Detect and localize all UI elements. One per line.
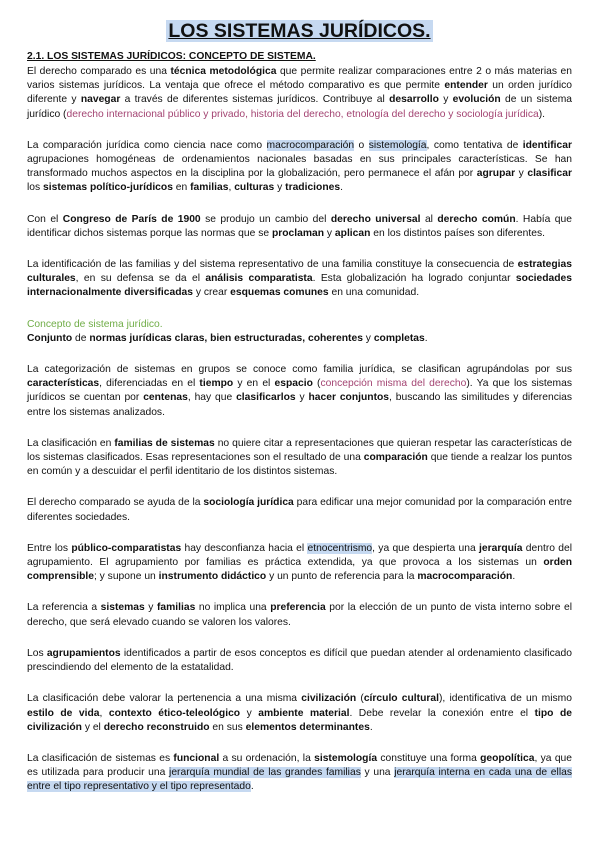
paragraph-3: Con el Congreso de París de 1900 se produjo un cambio del derecho universal al derecho común. Había que identificar dichos sistemas porque las normas que se proclaman y aplican en los distintos países son diferentes. <box>27 213 572 239</box>
highlighted-term: macrocomparación <box>266 139 355 151</box>
highlighted-term: sistemología <box>368 139 427 151</box>
paragraph-10: La referencia a sistemas y familias no implica una preferencia por la elección de un punto de vista interno sobre el derecho, que será elevado cuando se valoren los valores. <box>27 602 572 628</box>
paragraph-9: Entre los público-comparatistas hay desconfianza hacia el etnocentrismo, ya que despierta una jerarquía dentro del agrupamiento. El agrupamiento por familias es práctica extendida, ya que provoca a los sistemas un orden comprensible; y supone un instrumento didáctico y un punto de referencia para la macrocomparación. <box>27 542 573 583</box>
document-page <box>27 20 572 795</box>
page-title <box>27 20 572 44</box>
paragraph-2: La comparación jurídica como ciencia nace como macrocomparación o sistemología, como tentativa de identificar agrupaciones homogéneas de ordenamientos nacionales basadas en sus principales características. Se han transformado muchos aspectos en la disciplina por la globalización, pero permanece el afán por agrupar y clasificar los sistemas político-jurídicos en familias, culturas y tradiciones. <box>27 139 572 194</box>
paragraph-1: El derecho comparado es una técnica metodológica que permite realizar comparaciones entre 2 o más materias en varios sistemas jurídicos. La ventaja que ofrece el método comparativo es que permite entender un orden jurídico diferente y navegar a través de diferentes sistemas jurídicos. Contribuye al desarrollo y evolución de un sistema jurídico (derecho internacional público y privado, historia del derecho, etnología del derecho y sociología jurídica). <box>27 66 572 120</box>
subsection-heading: Concepto de sistema jurídico. <box>27 318 163 330</box>
paragraph-12: La clasificación debe valorar la pertenencia a una misma civilización (círculo cultural), identificativa de un mismo estilo de vida, contexto ético-teleológico y ambiente material. Debe revelar la conexión entre el tipo de civilización y el derecho reconstruido en sus elementos determinantes. <box>27 693 572 733</box>
highlighted-term: jerarquía interna en cada una de ellas entre el tipo representativo y el tipo representado <box>27 767 572 793</box>
title-text: LOS SISTEMAS JURÍDICOS. <box>168 20 431 42</box>
paragraph-5: Concepto de sistema jurídico. Conjunto de normas jurídicas claras, bien estructuradas, coherentes y completas. <box>27 318 572 346</box>
highlighted-term: jerarquía mundial de las grandes familias <box>169 767 361 779</box>
colored-note: concepción misma del derecho <box>320 378 467 390</box>
paragraph-6: La categorización de sistemas en grupos se conoce como familia jurídica, se clasifican agrupándolas por sus características, diferenciadas en el tiempo y en el espacio (concepción misma del derecho). Ya que los sistemas jurídicos se cuentan por centenas, hay que clasificarlos y hacer conjuntos, buscando las similitudes y diferencias entre los sistemas analizados. <box>27 364 573 418</box>
paragraph-8: El derecho comparado se ayuda de la sociología jurídica para edificar una mejor comunidad por la comparación entre diferentes sociedades. <box>27 497 573 523</box>
paragraph-11: Los agrupamientos identificados a partir de esos conceptos es difícil que puedan atender al ordenamiento clasificado prescindiendo del elemento de la estatalidad. <box>27 647 572 674</box>
highlighted-term: etnocentrismo <box>307 542 373 554</box>
colored-note: derecho internacional público y privado, historia del derecho, etnología del derecho y sociología jurídica <box>66 108 539 120</box>
paragraph-7: La clasificación en familias de sistemas no quiere citar a representaciones que quieran respetar las características de los sistemas clasificados. Esas representaciones son el resultado de una comparación que tiende a realzar los puntos en común y a descuidar el perfil identitario de los distintos sistemas. <box>27 437 572 478</box>
paragraph-13: La clasificación de sistemas es funcional a su ordenación, la sistemología constituye una forma geopolítica, ya que es utilizada para producir una jerarquía mundial de las grandes familias y una jerarquía interna en cada una de ellas entre el tipo representativo y el tipo representado. <box>27 752 572 793</box>
paragraph-4: La identificación de las familias y del sistema representativo de una familia constituye la consecuencia de estrategias culturales, en su defensa se da el análisis comparatista. Esta globalización ha logrado conjuntar sociedades internacionalmente diversificadas y crear esquemas comunes en una comunidad. <box>27 259 573 299</box>
section-heading: 2.1. LOS SISTEMAS JURÍDICOS: CONCEPTO DE SISTEMA. <box>27 51 316 62</box>
